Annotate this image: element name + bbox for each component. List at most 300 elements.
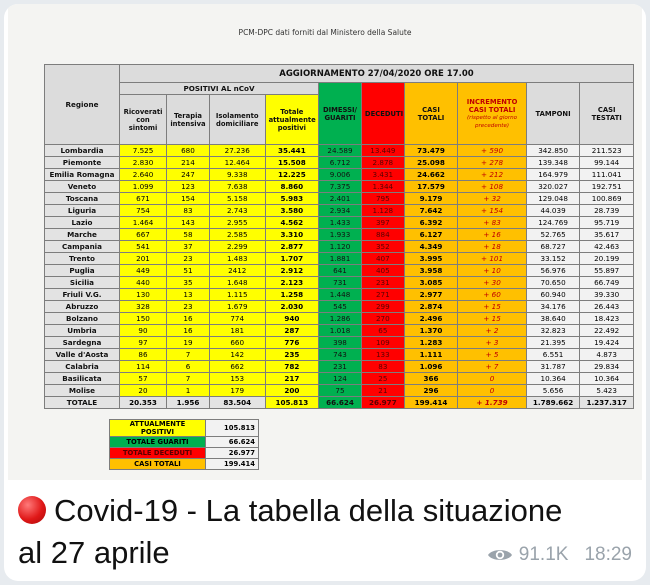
isolamento-cell: 153 [209,373,265,385]
isolamento-cell: 83.504 [209,397,265,409]
region-cell: Lombardia [45,145,120,157]
casi-totali-cell: 6.127 [404,229,458,241]
incremento-cell: + 3 [458,337,527,349]
table-row [45,229,634,241]
dimessi-cell: 6.712 [319,157,362,169]
terapia-cell: 154 [167,193,210,205]
totale-positivi-cell: 8.860 [265,181,319,193]
deceduti-cell: 405 [361,265,404,277]
incremento-cell: + 1.739 [458,397,527,409]
region-cell: Molise [45,385,120,397]
table-row [45,205,634,217]
totale-positivi-cell: 200 [265,385,319,397]
deceduti-cell: 795 [361,193,404,205]
incremento-cell: + 18 [458,241,527,253]
update-header: AGGIORNAMENTO 27/04/2020 ORE 17.00 [119,65,633,83]
isolamento-cell: 2.955 [209,217,265,229]
tamponi-cell: 342.850 [526,145,580,157]
isolamento-cell: 2412 [209,265,265,277]
table-row [45,349,634,361]
deceduti-cell: 25 [361,373,404,385]
terapia-cell: 37 [167,241,210,253]
ricoverati-cell: 328 [119,301,166,313]
casi-totali-cell: 1.370 [404,325,458,337]
dimessi-cell: 2.401 [319,193,362,205]
casi-testati-cell: 18.423 [580,313,634,325]
tamponi-cell: 164.979 [526,169,580,181]
incremento-cell: + 101 [458,253,527,265]
totale-positivi-cell: 2.877 [265,241,319,253]
table-row [45,337,634,349]
table-body [45,145,634,409]
casi-totali-cell: 17.579 [404,181,458,193]
casi-totali-cell: 3.958 [404,265,458,277]
incremento-cell: + 83 [458,217,527,229]
casi-testati-cell: 66.749 [580,277,634,289]
ricoverati-cell: 97 [119,337,166,349]
terapia-cell: 16 [167,313,210,325]
casi-totali-cell: 2.874 [404,301,458,313]
tamponi-cell: 5.656 [526,385,580,397]
casi-totali-cell: 73.479 [404,145,458,157]
eye-icon [487,547,513,563]
table-row [45,289,634,301]
legend-row [110,420,259,437]
totale-positivi-cell: 15.508 [265,157,319,169]
casi-totali-cell: 9.179 [404,193,458,205]
deceduti-cell: 65 [361,325,404,337]
deceduti-cell: 109 [361,337,404,349]
casi-totali-cell: 366 [404,373,458,385]
tamponi-cell: 320.027 [526,181,580,193]
ricoverati-cell: 201 [119,253,166,265]
incremento-cell: + 60 [458,289,527,301]
caption-line-2: al 27 aprile [18,535,170,570]
terapia-cell: 7 [167,373,210,385]
totale-positivi-cell: 940 [265,313,319,325]
totale-positivi-cell: 217 [265,373,319,385]
casi-totali-cell: 4.349 [404,241,458,253]
ricoverati-cell: 130 [119,289,166,301]
deceduti-cell: 299 [361,301,404,313]
covid-table [44,64,634,409]
isolamento-cell: 1.483 [209,253,265,265]
ricoverati-cell: 440 [119,277,166,289]
ricoverati-cell: 1.464 [119,217,166,229]
isolamento-cell: 27.236 [209,145,265,157]
casi-testati-cell: 100.869 [580,193,634,205]
tamponi-cell: 139.348 [526,157,580,169]
table-row [45,265,634,277]
incremento-cell: + 16 [458,229,527,241]
terapia-cell: 1 [167,385,210,397]
terapia-cell: 51 [167,265,210,277]
region-cell: Calabria [45,361,120,373]
casi-testati-cell: 10.364 [580,373,634,385]
casi-totali-cell: 24.662 [404,169,458,181]
isolamento-cell: 142 [209,349,265,361]
region-cell: Piemonte [45,157,120,169]
isolamento-cell: 2.299 [209,241,265,253]
dimessi-cell: 731 [319,277,362,289]
casi-testati-cell: 39.330 [580,289,634,301]
legend-value: 105.813 [206,420,259,437]
terapia-cell: 6 [167,361,210,373]
isolamento-cell: 774 [209,313,265,325]
region-cell: Lazio [45,217,120,229]
casi-totali-cell: 7.642 [404,205,458,217]
table-row [45,241,634,253]
header-ricoverati: Ricoverati con sintomi [119,95,166,145]
region-cell: Abruzzo [45,301,120,313]
totale-positivi-cell: 3.310 [265,229,319,241]
ricoverati-cell: 671 [119,193,166,205]
casi-totali-cell: 1.096 [404,361,458,373]
isolamento-cell: 12.464 [209,157,265,169]
isolamento-cell: 181 [209,325,265,337]
dimessi-cell: 1.448 [319,289,362,301]
dimessi-cell: 641 [319,265,362,277]
terapia-cell: 680 [167,145,210,157]
table-row [45,253,634,265]
totale-positivi-cell: 4.562 [265,217,319,229]
deceduti-cell: 270 [361,313,404,325]
totale-positivi-cell: 1.707 [265,253,319,265]
table-row [45,157,634,169]
tamponi-cell: 6.551 [526,349,580,361]
tamponi-cell: 60.940 [526,289,580,301]
casi-testati-cell: 22.492 [580,325,634,337]
region-cell: Trento [45,253,120,265]
red-circle-icon [18,496,46,524]
ricoverati-cell: 90 [119,325,166,337]
dimessi-cell: 9.006 [319,169,362,181]
casi-testati-cell: 28.739 [580,205,634,217]
legend-table [109,419,259,470]
incremento-cell: + 5 [458,349,527,361]
isolamento-cell: 179 [209,385,265,397]
casi-totali-cell: 1.111 [404,349,458,361]
ricoverati-cell: 2.830 [119,157,166,169]
terapia-cell: 247 [167,169,210,181]
deceduti-cell: 352 [361,241,404,253]
source-text: PCM-DPC dati forniti dal Ministero della Salute [238,28,412,37]
message-bubble [4,4,646,581]
casi-totali-cell: 3.085 [404,277,458,289]
incremento-cell: + 2 [458,325,527,337]
views-count: 91.1K [518,544,569,565]
ricoverati-cell: 2.640 [119,169,166,181]
tamponi-cell: 21.395 [526,337,580,349]
header-incremento-note: (rispetto al giorno precedente) [467,114,518,129]
casi-totali-cell: 3.995 [404,253,458,265]
incremento-cell: + 32 [458,193,527,205]
deceduti-cell: 884 [361,229,404,241]
terapia-cell: 19 [167,337,210,349]
tamponi-cell: 10.364 [526,373,580,385]
region-cell: Friuli V.G. [45,289,120,301]
incremento-cell: + 15 [458,301,527,313]
terapia-cell: 16 [167,325,210,337]
totale-positivi-cell: 776 [265,337,319,349]
table-row [45,385,634,397]
dimessi-cell: 75 [319,385,362,397]
incremento-cell: 0 [458,385,527,397]
totale-positivi-cell: 2.912 [265,265,319,277]
isolamento-cell: 662 [209,361,265,373]
casi-testati-cell: 35.617 [580,229,634,241]
casi-testati-cell: 19.424 [580,337,634,349]
totale-positivi-cell: 3.580 [265,205,319,217]
header-region: Regione [45,65,120,145]
casi-totali-cell: 296 [404,385,458,397]
terapia-cell: 83 [167,205,210,217]
header-totale-positivi: Totale attualmente positivi [265,95,319,145]
incremento-cell: + 30 [458,277,527,289]
casi-testati-cell: 211.523 [580,145,634,157]
incremento-cell: + 15 [458,313,527,325]
ricoverati-cell: 541 [119,241,166,253]
tamponi-cell: 1.789.662 [526,397,580,409]
dimessi-cell: 1.933 [319,229,362,241]
terapia-cell: 214 [167,157,210,169]
dimessi-cell: 124 [319,373,362,385]
region-cell: TOTALE [45,397,120,409]
ricoverati-cell: 86 [119,349,166,361]
casi-testati-cell: 29.834 [580,361,634,373]
totale-positivi-cell: 35.441 [265,145,319,157]
incremento-cell: + 590 [458,145,527,157]
table-row [45,277,634,289]
region-cell: Sardegna [45,337,120,349]
table-row [45,301,634,313]
casi-testati-cell: 111.041 [580,169,634,181]
terapia-cell: 123 [167,181,210,193]
legend-label: TOTALE DECEDUTI [110,448,206,459]
table-row [45,397,634,409]
region-cell: Emilia Romagna [45,169,120,181]
dimessi-cell: 398 [319,337,362,349]
table-row [45,145,634,157]
ricoverati-cell: 20.353 [119,397,166,409]
caption-line-1: Covid-19 - La tabella della situazione [54,493,563,528]
legend-row [110,459,259,470]
deceduti-cell: 271 [361,289,404,301]
incremento-cell: + 10 [458,265,527,277]
casi-testati-cell: 1.237.317 [580,397,634,409]
casi-totali-cell: 2.977 [404,289,458,301]
casi-testati-cell: 192.751 [580,181,634,193]
totale-positivi-cell: 235 [265,349,319,361]
casi-testati-cell: 20.199 [580,253,634,265]
tamponi-cell: 70.650 [526,277,580,289]
legend-row [110,437,259,448]
terapia-cell: 23 [167,301,210,313]
deceduti-cell: 2.878 [361,157,404,169]
deceduti-cell: 83 [361,361,404,373]
incremento-cell: + 7 [458,361,527,373]
table-image[interactable] [8,4,642,480]
totale-positivi-cell: 1.258 [265,289,319,301]
legend-label: CASI TOTALI [110,459,206,470]
casi-testati-cell: 55.897 [580,265,634,277]
legend-value: 26.977 [206,448,259,459]
positivi-group-header: POSITIVI AL nCoV [119,83,318,95]
totale-positivi-cell: 287 [265,325,319,337]
isolamento-cell: 2.743 [209,205,265,217]
header-deceduti: DECEDUTI [361,83,404,145]
post-time: 18:29 [584,544,632,565]
isolamento-cell: 2.585 [209,229,265,241]
deceduti-cell: 1.344 [361,181,404,193]
casi-totali-cell: 199.414 [404,397,458,409]
dimessi-cell: 231 [319,361,362,373]
deceduti-cell: 133 [361,349,404,361]
deceduti-cell: 397 [361,217,404,229]
dimessi-cell: 66.624 [319,397,362,409]
incremento-cell: + 108 [458,181,527,193]
tamponi-cell: 44.039 [526,205,580,217]
totale-positivi-cell: 2.030 [265,301,319,313]
legend-value: 66.624 [206,437,259,448]
dimessi-cell: 1.018 [319,325,362,337]
region-cell: Toscana [45,193,120,205]
ricoverati-cell: 667 [119,229,166,241]
deceduti-cell: 231 [361,277,404,289]
casi-testati-cell: 5.423 [580,385,634,397]
legend-row [110,448,259,459]
header-isolamento: Isolamento domiciliare [209,95,265,145]
table-row [45,373,634,385]
region-cell: Marche [45,229,120,241]
ricoverati-cell: 20 [119,385,166,397]
dimessi-cell: 1.433 [319,217,362,229]
header-casi-totali: CASI TOTALI [404,83,458,145]
terapia-cell: 143 [167,217,210,229]
tamponi-cell: 34.176 [526,301,580,313]
tamponi-cell: 56.976 [526,265,580,277]
isolamento-cell: 1.115 [209,289,265,301]
dimessi-cell: 545 [319,301,362,313]
deceduti-cell: 3.431 [361,169,404,181]
legend-value: 199.414 [206,459,259,470]
totale-positivi-cell: 5.983 [265,193,319,205]
terapia-cell: 35 [167,277,210,289]
ricoverati-cell: 114 [119,361,166,373]
incremento-cell: 0 [458,373,527,385]
ricoverati-cell: 449 [119,265,166,277]
table-row [45,169,634,181]
incremento-cell: + 278 [458,157,527,169]
region-cell: Basilicata [45,373,120,385]
casi-testati-cell: 26.443 [580,301,634,313]
totale-positivi-cell: 12.225 [265,169,319,181]
header-tamponi: TAMPONI [526,83,580,145]
casi-testati-cell: 95.719 [580,217,634,229]
ricoverati-cell: 754 [119,205,166,217]
dimessi-cell: 1.286 [319,313,362,325]
ricoverati-cell: 57 [119,373,166,385]
incremento-cell: + 212 [458,169,527,181]
tamponi-cell: 68.727 [526,241,580,253]
legend-label: TOTALE GUARITI [110,437,206,448]
isolamento-cell: 9.338 [209,169,265,181]
region-cell: Bolzano [45,313,120,325]
deceduti-cell: 13.449 [361,145,404,157]
deceduti-cell: 21 [361,385,404,397]
region-cell: Sicilia [45,277,120,289]
isolamento-cell: 7.638 [209,181,265,193]
deceduti-cell: 407 [361,253,404,265]
isolamento-cell: 5.158 [209,193,265,205]
header-casi-testati: CASI TESTATI [580,83,634,145]
deceduti-cell: 1.128 [361,205,404,217]
dimessi-cell: 7.375 [319,181,362,193]
table-row [45,193,634,205]
terapia-cell: 58 [167,229,210,241]
dimessi-cell: 1.881 [319,253,362,265]
header-incremento-label: INCREMENTO CASI TOTALI [466,97,518,114]
header-incremento [458,83,527,145]
region-cell: Veneto [45,181,120,193]
terapia-cell: 1.956 [167,397,210,409]
ricoverati-cell: 7.525 [119,145,166,157]
tamponi-cell: 129.048 [526,193,580,205]
casi-totali-cell: 2.496 [404,313,458,325]
totale-positivi-cell: 105.813 [265,397,319,409]
region-cell: Campania [45,241,120,253]
totale-positivi-cell: 2.123 [265,277,319,289]
isolamento-cell: 660 [209,337,265,349]
tamponi-cell: 32.823 [526,325,580,337]
totale-positivi-cell: 782 [265,361,319,373]
tamponi-cell: 124.769 [526,217,580,229]
deceduti-cell: 26.977 [361,397,404,409]
region-cell: Puglia [45,265,120,277]
tamponi-cell: 52.765 [526,229,580,241]
terapia-cell: 7 [167,349,210,361]
post-meta [487,544,632,566]
terapia-cell: 13 [167,289,210,301]
ricoverati-cell: 150 [119,313,166,325]
table-row [45,313,634,325]
region-cell: Liguria [45,205,120,217]
tamponi-cell: 31.787 [526,361,580,373]
region-cell: Umbria [45,325,120,337]
tamponi-cell: 38.640 [526,313,580,325]
legend-label: ATTUALMENTE POSITIVI [110,420,206,437]
table-row [45,181,634,193]
casi-testati-cell: 42.463 [580,241,634,253]
ricoverati-cell: 1.099 [119,181,166,193]
incremento-cell: + 154 [458,205,527,217]
dimessi-cell: 2.934 [319,205,362,217]
isolamento-cell: 1.648 [209,277,265,289]
table-row [45,217,634,229]
dimessi-cell: 1.120 [319,241,362,253]
tamponi-cell: 33.152 [526,253,580,265]
casi-testati-cell: 99.144 [580,157,634,169]
header-terapia: Terapia intensiva [167,95,210,145]
table-row [45,361,634,373]
casi-testati-cell: 4.873 [580,349,634,361]
table-row [45,325,634,337]
dimessi-cell: 24.589 [319,145,362,157]
region-cell: Valle d'Aosta [45,349,120,361]
casi-totali-cell: 1.283 [404,337,458,349]
isolamento-cell: 1.679 [209,301,265,313]
casi-totali-cell: 6.392 [404,217,458,229]
